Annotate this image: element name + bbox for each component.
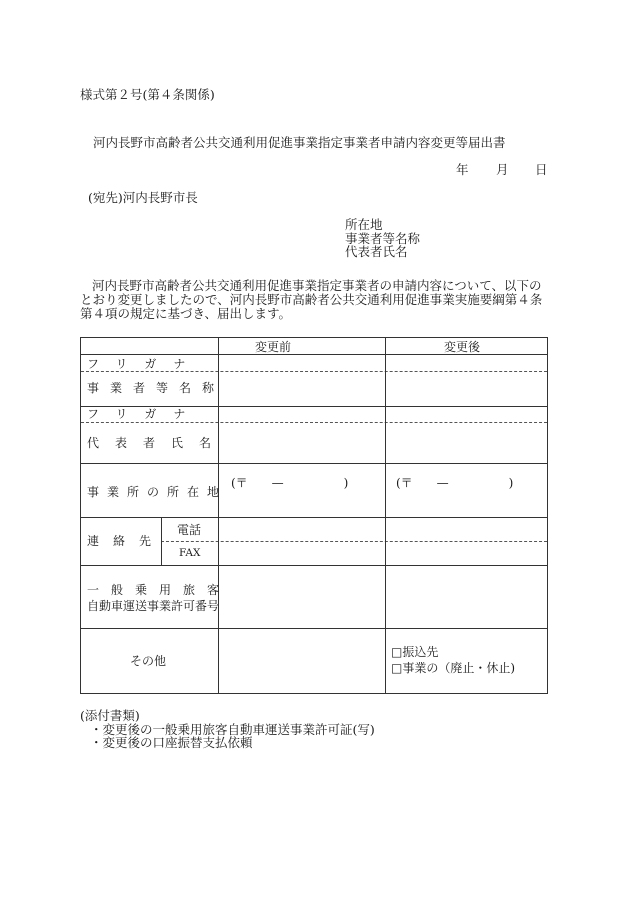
label-license-line2: 自動車運送事業許可番号 [87,599,220,613]
attachments [80,709,375,750]
row-divider [81,628,547,629]
attachments-heading: (添付書類) [80,708,140,723]
body-paragraph: 河内長野市高齢者公共交通利用促進事業指定事業者の申請内容について、以下のとおり変更しましたので、河内長野市高齢者公共交通利用促進事業実施要綱第４条第４項の規定に基づき、届出します。 [80,278,543,321]
label-representative: 代表者氏名 [87,436,228,450]
label-other: その他 [130,654,167,668]
date-month-label: 月 [496,162,509,177]
postal-before: (〒 — ) [231,476,349,490]
sender-address-label: 所在地 [345,217,383,232]
column-header-before: 変更前 [255,340,292,354]
addressee: (宛先)河内長野市長 [88,190,198,205]
label-business-name: 事業者等名称 [87,381,226,395]
row-divider [81,422,547,423]
checkbox-business-status[interactable]: □事業の（廃止・休止) [391,661,516,675]
label-fax: FAX [179,547,201,559]
col-divider [385,338,386,693]
label-license-line1: 一般乗用旅客 [87,583,232,597]
label-furigana: フリガナ [87,357,203,371]
checkbox-transfer[interactable]: □振込先 [391,645,439,659]
label-phone: 電話 [177,523,202,537]
date-year-label: 年 [456,162,469,177]
label-furigana-2: フリガナ [87,407,203,421]
sender-block [345,218,420,259]
column-header-after: 変更後 [444,340,481,354]
row-divider [81,463,547,464]
row-divider [81,371,547,372]
document-title: 河内長野市高齢者公共交通利用促進事業指定事業者申請内容変更等届出書 [93,135,506,150]
attachment-item: ・変更後の一般乗用旅客自動車運送事業許可証(写) [90,721,375,737]
attachment-item: ・変更後の口座振替支払依頼 [90,735,253,750]
row-divider [81,565,547,566]
row-divider [81,517,547,518]
row-divider [81,354,547,355]
sender-representative-label: 代表者氏名 [345,244,408,259]
label-office-address: 事業所の所在地 [87,485,228,499]
postal-after: (〒 — ) [396,476,514,490]
label-contact: 連絡先 [87,534,166,548]
sender-business-name-label: 事業者等名称 [345,230,421,246]
date-day-label: 日 [535,162,548,177]
change-table [80,337,548,694]
form-number: 様式第２号(第４条関係) [80,87,215,102]
